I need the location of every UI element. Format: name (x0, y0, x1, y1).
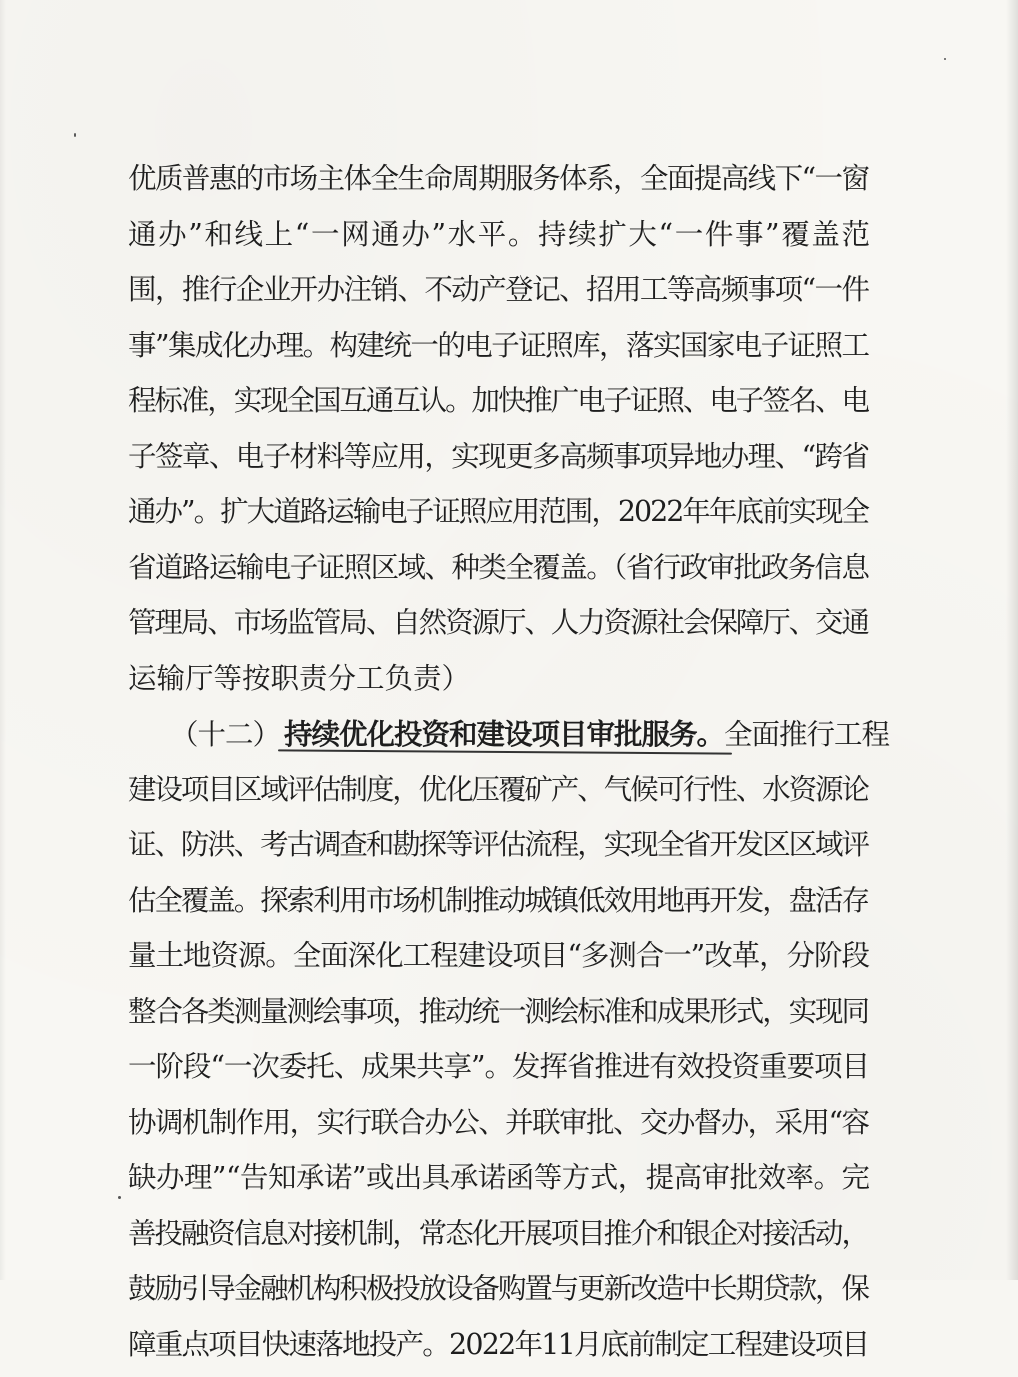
paragraph-continued (128, 156, 870, 711)
section-twelve (128, 711, 870, 1377)
text-line: 运输厅等按职责分工负责） (128, 656, 870, 712)
section-title: 持续优化投资和建设项目审批服务。 (284, 717, 724, 751)
text-line: 缺办理”“告知承诺”或出具承诺函等方式，提高审批效率。完 (128, 1155, 870, 1211)
scan-speck (944, 58, 946, 60)
text-line: 事”集成化办理。构建统一的电子证照库，落实国家电子证照工 (128, 323, 870, 379)
section-first-line-text: 全面推行工程 (724, 718, 889, 751)
text-line: 围，推行企业开办注销、不动产登记、招用工等高频事项“一件 (128, 267, 870, 323)
text-line: 建设项目区域评估制度，优化压覆矿产、气候可行性、水资源论 (128, 767, 870, 823)
text-line: 量土地资源。全面深化工程建设项目“多测合一”改革，分阶段 (128, 933, 870, 989)
text-line: 通办”和线上“一网通办”水平。持续扩大“一件事”覆盖范 (128, 212, 870, 268)
text-line: 子签章、电子材料等应用，实现更多高频事项异地办理、“跨省 (128, 434, 870, 490)
scan-speck (74, 133, 76, 137)
text-line: 一阶段“一次委托、成果共享”。发挥省推进有效投资重要项目 (128, 1044, 870, 1100)
text-line: 障重点项目快速落地投产。2022年11月底前制定工程建设项目 (128, 1322, 870, 1377)
text-line: 协调机制作用，实行联合办公、并联审批、交办督办，采用“容 (128, 1100, 870, 1156)
text-line: 整合各类测量测绘事项，推动统一测绘标准和成果形式，实现同 (128, 989, 870, 1045)
text-line: 管理局、市场监管局、自然资源厅、人力资源社会保障厅、交通 (128, 600, 870, 656)
text-line: 善投融资信息对接机制，常态化开展项目推介和银企对接活动， (128, 1211, 870, 1267)
document-body (128, 156, 870, 1377)
text-line: 程标准，实现全国互通互认。加快推广电子证照、电子签名、电 (128, 378, 870, 434)
page-edge-shadow-left (0, 0, 6, 1280)
scan-speck (118, 1196, 121, 1199)
text-line: 证、防洪、考古调查和勘探等评估流程，实现全省开发区区域评 (128, 822, 870, 878)
page-edge-shadow (1006, 0, 1018, 1280)
text-line: 优质普惠的市场主体全生命周期服务体系，全面提高线下“一窗 (128, 156, 870, 212)
text-line: 估全覆盖。探索利用市场机制推动城镇低效用地再开发，盘活存 (128, 878, 870, 934)
text-line: 通办”。扩大道路运输电子证照应用范围，2022年年底前实现全 (128, 489, 870, 545)
text-line: 鼓励引导金融机构积极投放设备购置与更新改造中长期贷款，保 (128, 1266, 870, 1322)
section-heading-line (128, 711, 870, 767)
text-line: 省道路运输电子证照区域、种类全覆盖。（省行政审批政务信息 (128, 545, 870, 601)
section-number: （十二） (170, 718, 280, 751)
